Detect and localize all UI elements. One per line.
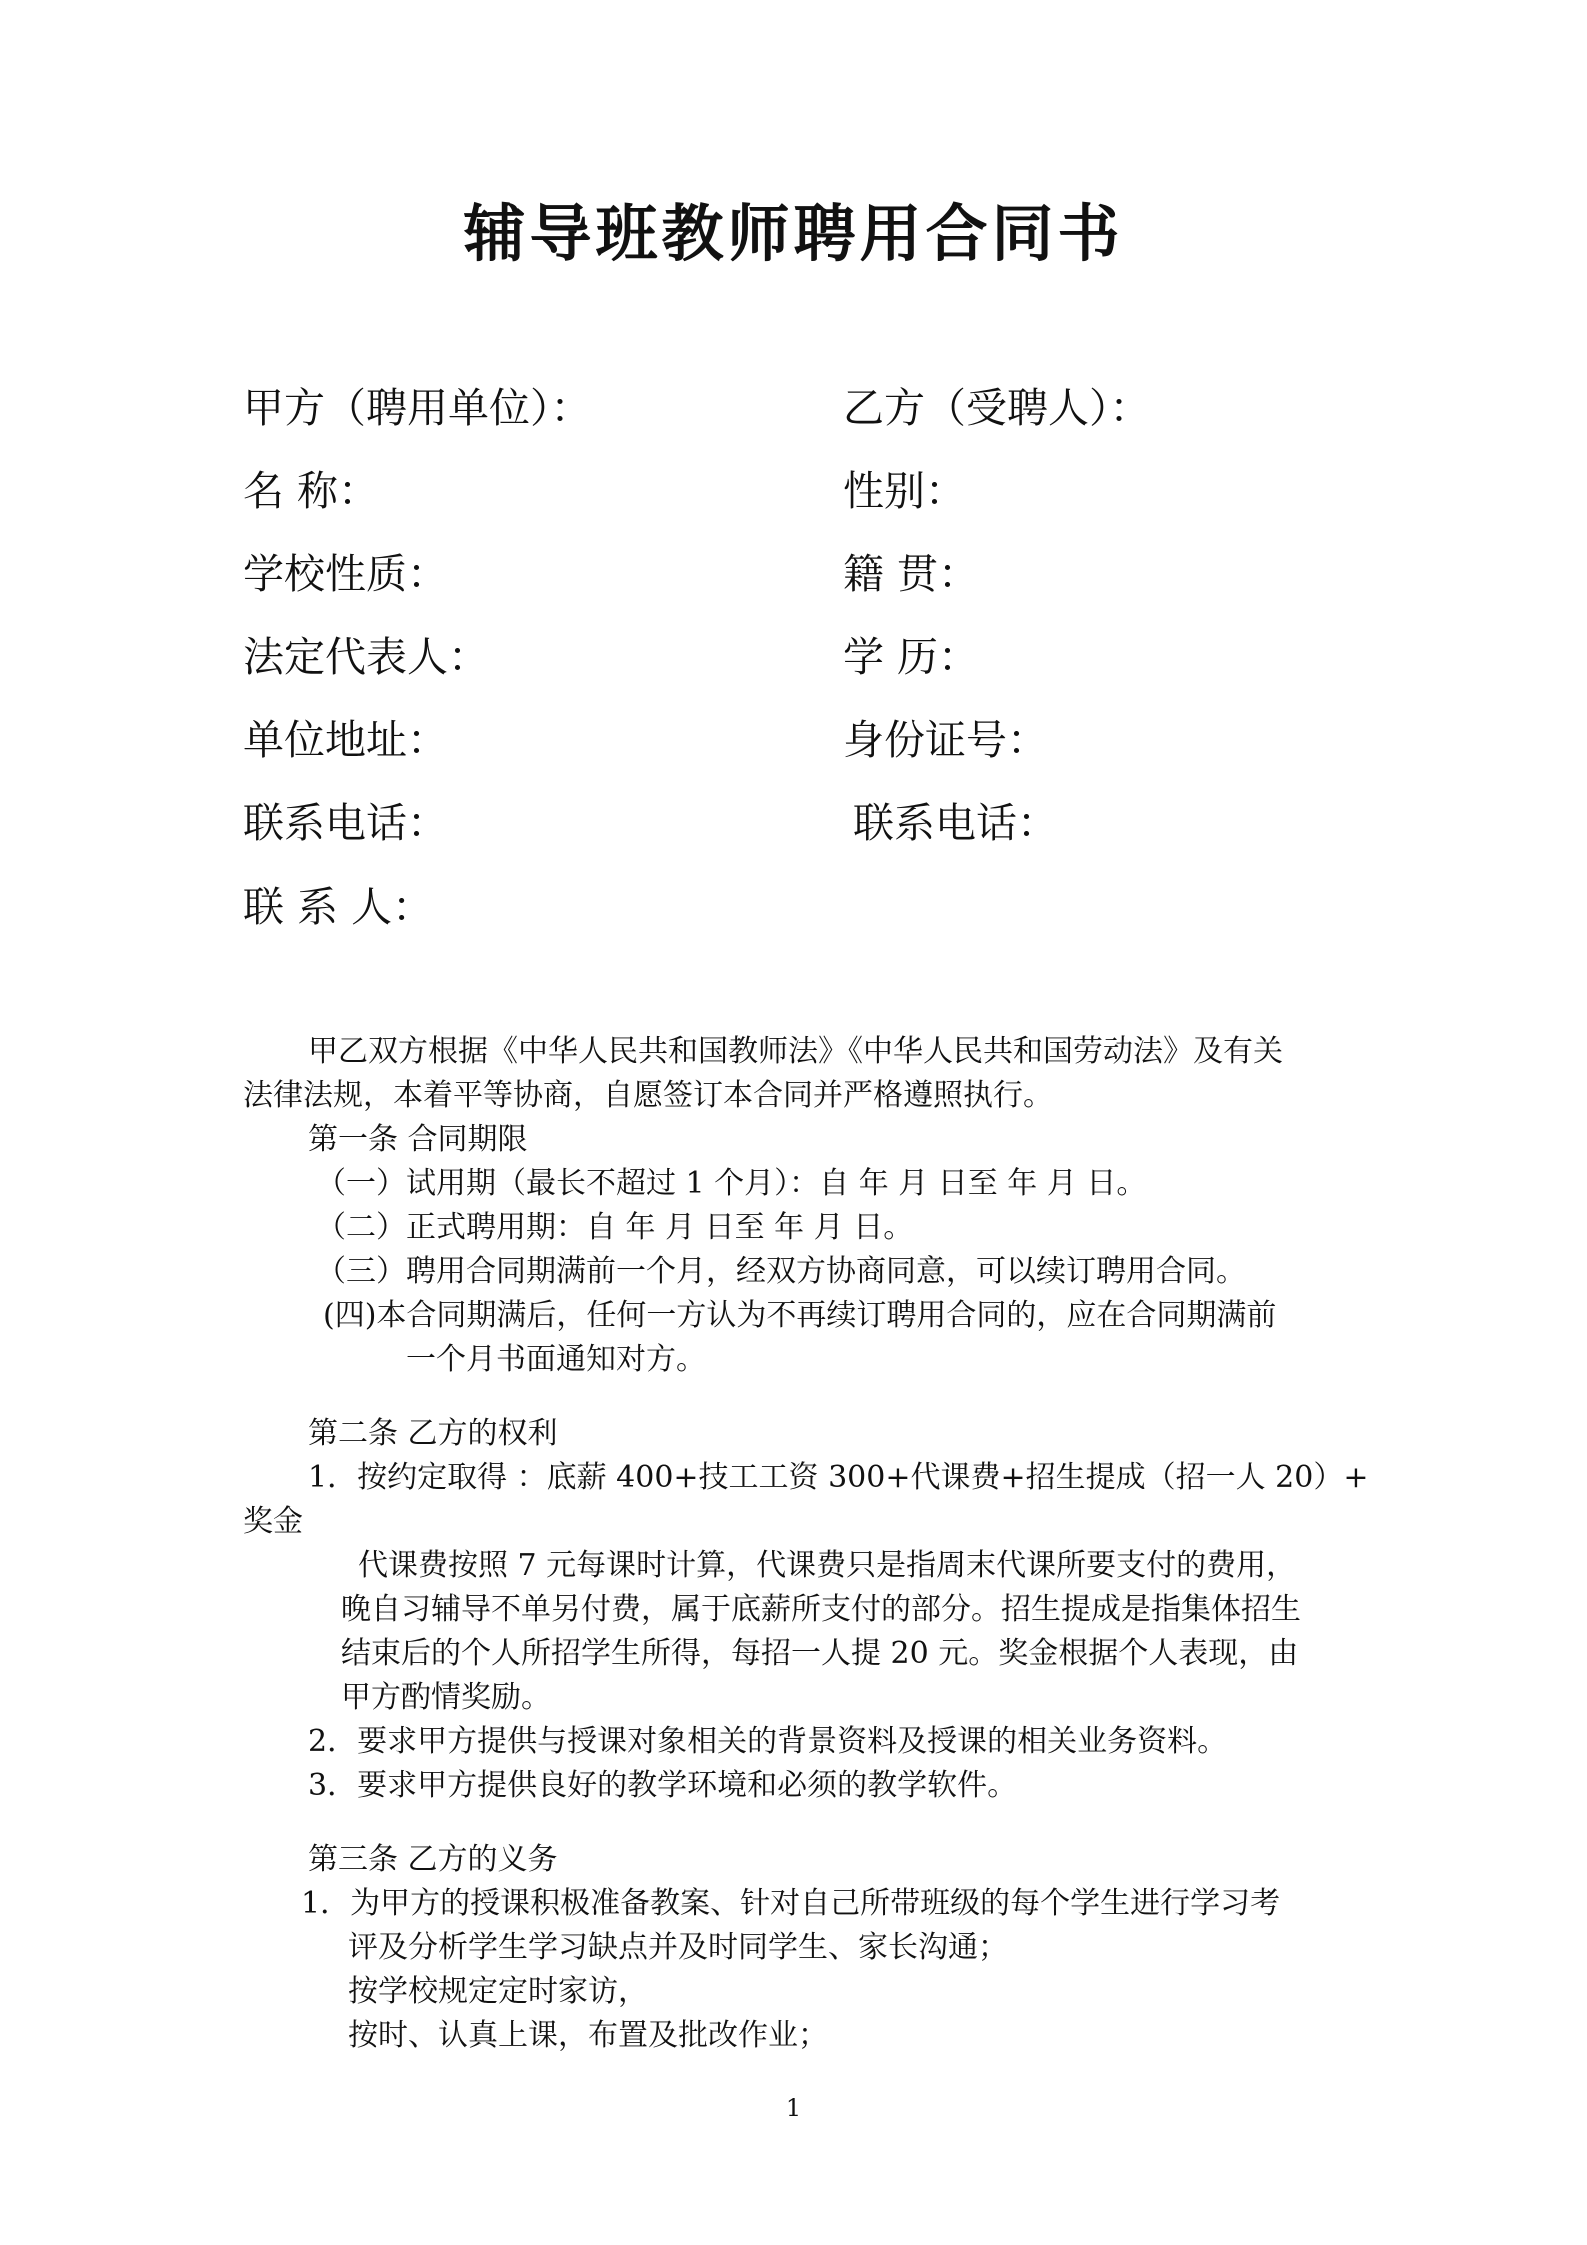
article-2-item-1: 奖金 bbox=[243, 1504, 303, 1539]
article-2-detail: 代课费按照 7 元每课时计算，代课费只是指周末代课所要支付的费用， bbox=[358, 1548, 1297, 1583]
article-2-item-1: 1．按约定取得 ：底薪 400+技工工资 300+代课费+招生提成（招一人 20）+ bbox=[308, 1460, 1369, 1495]
article-3-line: 评及分析学生学习缺点并及时同学生、家长沟通； bbox=[348, 1930, 1008, 1965]
document-title: 辅导班教师聘用合同书 bbox=[463, 197, 1124, 270]
article-2-item: 3．要求甲方提供良好的教学环境和必须的教学软件。 bbox=[308, 1768, 1018, 1803]
article-3-line: 按学校规定定时家访， bbox=[348, 1974, 648, 2009]
party-b-education-label: 学 历： bbox=[843, 633, 980, 681]
party-b-phone-label: 联系电话： bbox=[853, 799, 1058, 847]
article-3-line: 按时、认真上课，布置及批改作业； bbox=[348, 2018, 828, 2053]
article-2-item: 2．要求甲方提供与授课对象相关的背景资料及授课的相关业务资料。 bbox=[308, 1724, 1228, 1759]
party-a-label: 甲方（聘用单位）： bbox=[243, 384, 592, 432]
article-1-item: 一个月书面通知对方。 bbox=[406, 1342, 706, 1377]
party-a-legal-rep-label: 法定代表人： bbox=[243, 633, 489, 681]
article-2-detail: 晚自习辅导不单另付费，属于底薪所支付的部分。招生提成是指集体招生 bbox=[341, 1592, 1301, 1627]
party-a-school-type-label: 学校性质： bbox=[243, 550, 448, 598]
article-1-heading: 第一条 合同期限 bbox=[308, 1122, 528, 1157]
party-b-gender-label: 性别： bbox=[843, 467, 966, 515]
article-1-item: (四)本合同期满后，任何一方认为不再续订聘用合同的，应在合同期满前 bbox=[323, 1298, 1277, 1333]
article-2-detail: 甲方酌情奖励。 bbox=[341, 1680, 551, 1715]
article-3-line: 1．为甲方的授课积极准备教案、针对自己所带班级的每个学生进行学习考 bbox=[301, 1886, 1281, 1921]
party-b-id-number-label: 身份证号： bbox=[843, 716, 1048, 764]
party-a-address-label: 单位地址： bbox=[243, 716, 448, 764]
party-a-name-label: 名 称： bbox=[243, 467, 380, 515]
article-3-heading: 第三条 乙方的义务 bbox=[308, 1842, 558, 1877]
party-a-contact-label: 联 系 人： bbox=[243, 883, 434, 931]
intro-line: 法律法规，本着平等协商，自愿签订本合同并严格遵照执行。 bbox=[243, 1078, 1053, 1113]
party-b-hometown-label: 籍 贯： bbox=[843, 550, 980, 598]
article-2-detail: 结束后的个人所招学生所得，每招一人提 20 元。奖金根据个人表现，由 bbox=[341, 1636, 1299, 1671]
page-number: 1 bbox=[785, 2094, 802, 2122]
article-2-heading: 第二条 乙方的权利 bbox=[308, 1416, 558, 1451]
article-1-item: （三）聘用合同期满前一个月，经双方协商同意，可以续订聘用合同。 bbox=[316, 1254, 1246, 1289]
intro-line: 甲乙双方根据《中华人民共和国教师法》《中华人民共和国劳动法》及有关 bbox=[308, 1034, 1283, 1069]
article-1-item: （二）正式聘用期：自 年 月 日至 年 月 日。 bbox=[316, 1210, 914, 1245]
party-a-phone-label: 联系电话： bbox=[243, 799, 448, 847]
article-1-item: （一）试用期（最长不超过 1 个月）：自 年 月 日至 年 月 日。 bbox=[316, 1166, 1147, 1201]
party-b-label: 乙方（受聘人）： bbox=[843, 384, 1151, 432]
